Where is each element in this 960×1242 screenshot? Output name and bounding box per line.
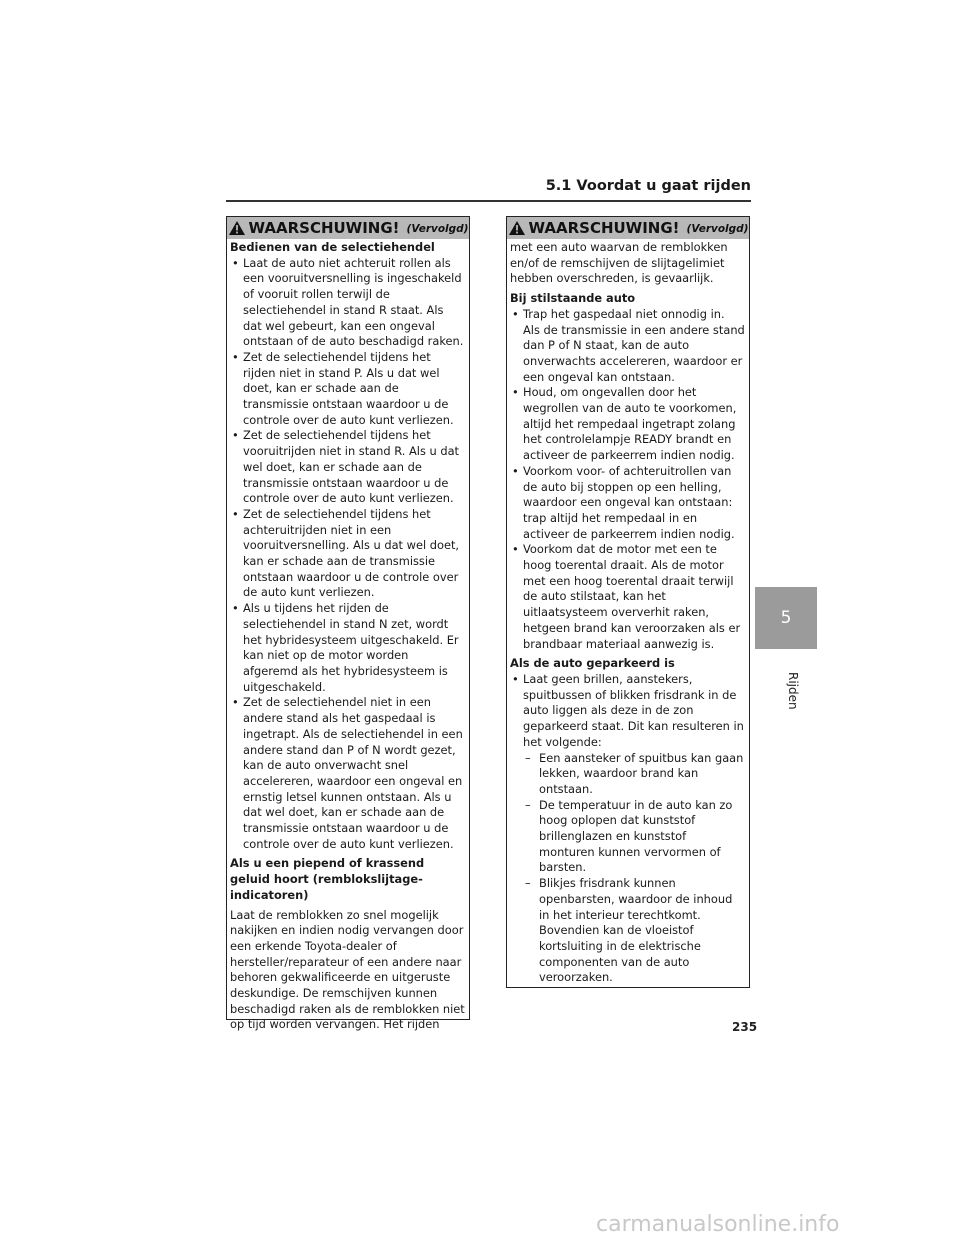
dash-item: – De temperatuur in de auto kan zo hoog oplopen dat kunststof brillenglazen en kunststof monturen kunnen vervormen of barsten. [525,798,745,877]
list-item [510,672,745,986]
warning-triangle-icon [508,220,526,236]
warning-box-left [226,216,470,1032]
section-header: 5.1 Voordat u gaat rijden [545,178,751,194]
bullet-list [230,256,465,853]
chapter-label: Rijden [786,672,800,710]
header-rule [226,200,751,202]
bullet-list [510,672,745,986]
warning-triangle-icon [228,220,246,236]
subheading: Bedienen van de selectiehendel [230,240,435,254]
list-item: • Voorkom voor- of achteruitrollen van de auto bij stoppen op een helling, waardoor een ongeval kan ontstaan: trap altijd het rempedaal in en activeer de parkeerrem indien nodig. [510,464,745,543]
subheading: Bij stilstaande auto [510,291,636,306]
list-item: • Zet de selectiehendel tijdens het rijden niet in stand P. Als u dat wel doet, kan er schade aan de transmissie ontstaan waardoor u de controle over de auto kunt verliezen. [230,350,465,429]
list-item: • Laat de auto niet achteruit rollen als een vooruitversnelling is ingeschakeld of vooruit rollen terwijl de selectiehendel in stand R staat. Als dat wel gebeurt, kan een ongeval ontstaan of de auto beschadigd raken. [230,256,465,350]
list-item: • Zet de selectiehendel tijdens het vooruitrijden niet in stand R. Als u dat wel doet, kan er schade aan de transmissie ontstaan waardoor u de controle over de auto kunt verliezen. [230,428,465,507]
list-item: • Trap het gaspedaal niet onnodig in. Als de transmissie in een andere stand dan P of N staat, kan de auto onverwachts accelereren, waardoor er een ongeval kan ontstaan. [510,307,745,386]
dash-item: – Blikjes frisdrank kunnen openbarsten, waardoor de inhoud in het interieur terechtkomt. Bovendien kan de vloeistof kortsluiting in de elektrische componenten van de auto veroorzaken. [525,876,745,986]
dash-item: – Een aansteker of spuitbus kan gaan lekken, waardoor brand kan ontstaan. [525,751,745,798]
warning-continued: (Vervolgd) [686,223,749,235]
paragraph: Laat de remblokken zo snel mogelijk nakijken en indien nodig vervangen door een erkende Toyota-dealer of hersteller/reparateur of een andere naar behoren gekwalificeerde en uitgeruste deskundige. De remschijven kunnen beschadigd raken als de remblokken niet op tijd worden vervangen. Het rijden [230,907,465,1032]
warning-box-right [506,216,750,988]
warning-title: WAARSCHUWING! [248,219,400,237]
list-item: • Als u tijdens het rijden de selectiehendel in stand N zet, wordt het hybridesysteem uitgeschakeld. Er kan niet op de motor worden afgeremd als het hybridesysteem is uitgeschakeld. [230,601,465,695]
warning-header [507,217,749,239]
list-item: • Voorkom dat de motor met een te hoog toerental draait. Als de motor met een hoog toerental draait terwijl de auto stilstaat, kan het uitlaatsysteem oververhit raken, hetgeen brand kan veroorzaken als er brandbaar materiaal aanwezig is. [510,542,745,652]
list-item-text: Laat geen brillen, aanstekers, spuitbussen of blikken frisdrank in de auto liggen als deze in de zon geparkeerd staat. Dit kan resulteren in het volgende: [523,671,744,749]
list-item: • Houd, om ongevallen door het wegrollen van de auto te voorkomen, altijd het rempedaal ingetrapt zolang het controlelampje READY brandt en activeer de parkeerrem indien nodig. [510,385,745,464]
list-item: • Zet de selectiehendel niet in een andere stand als het gaspedaal is ingetrapt. Als de selectiehendel in een andere stand dan P of N wordt gezet, kan de auto onverwacht snel accelereren, waardoor een ongeval en ernstig letsel kunnen ontstaan. Als u dat wel doet, kan er schade aan de transmissie ontstaan waardoor u de controle over de auto kunt verliezen. [230,695,465,852]
warning-body-left [227,239,469,1033]
warning-body-right [507,239,749,986]
warning-continued: (Vervolgd) [406,223,469,235]
page-number: 235 [732,1020,758,1034]
subheading: Als de auto geparkeerd is [510,656,675,671]
subheading: Als u een piepend of krassend geluid hoort (remblokslijtage-indicatoren) [230,856,425,902]
list-item: • Zet de selectiehendel tijdens het achteruitrijden niet in een vooruitversnelling. Als u dat wel doet, kan er schade aan de transmissie ontstaan waardoor u de controle over de auto kunt verliezen. [230,507,465,601]
warning-header [227,217,469,239]
paragraph: met een auto waarvan de remblokken en/of de remschijven de slijtagelimiet hebben overschreden, is gevaarlijk. [510,240,728,286]
warning-title: WAARSCHUWING! [528,219,680,237]
dash-list [523,751,745,987]
chapter-tab: 5 [755,587,817,649]
watermark: carmanualsonline.info [596,1212,840,1237]
bullet-list [510,307,745,652]
